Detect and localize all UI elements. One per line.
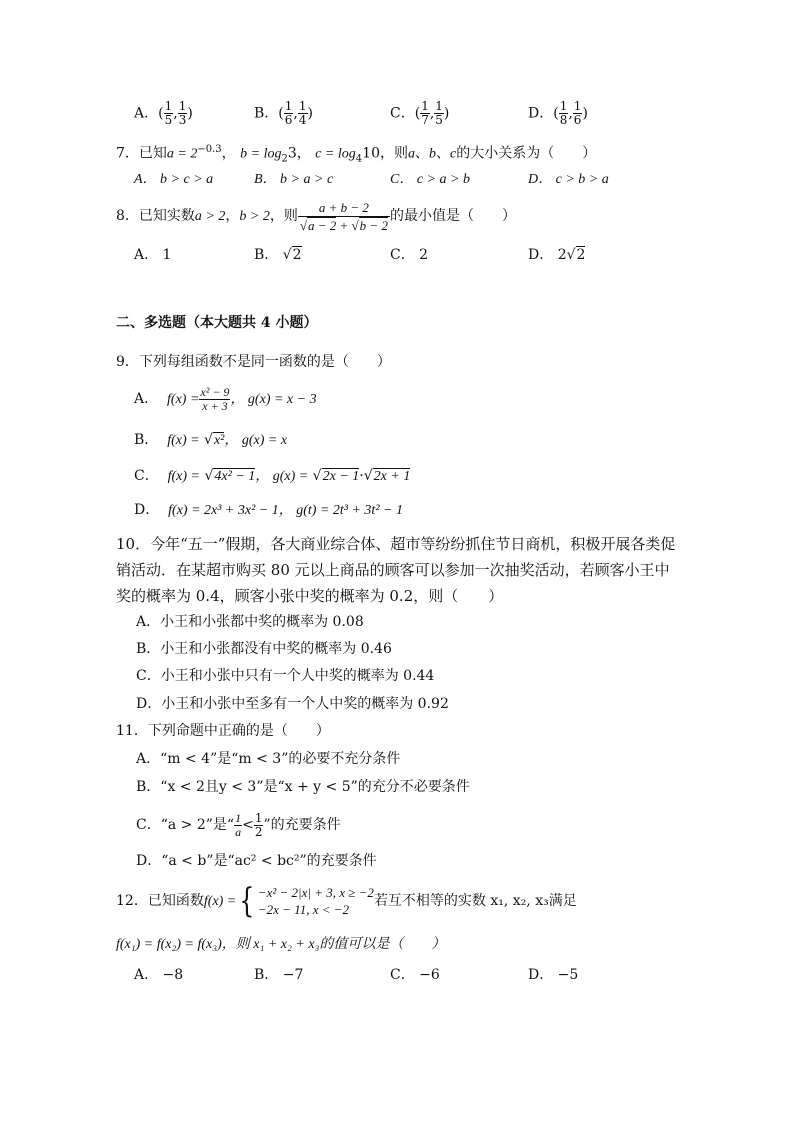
q10-line-2: 销活动．在某超市购买 80 元以上商品的顾客可以参加一次抽奖活动，若顾客小王中 [116,561,670,579]
q7-option-a: A． b > c > a [134,172,214,187]
q10-option-d: D．小王和小张中至多有一个人中奖的概率为 0.92 [136,696,449,712]
q10-line-1: 10．今年“五一”假期，各大商业综合体、超市等纷纷抓住节日商机，积极开展各类促 [116,535,676,553]
q11-option-c: C．“a > 2”是“ $\frac{1}{a}$ < $\frac{1}{2}$ ”的充要条件 [136,810,341,839]
q11-stem: 11．下列命题中正确的是（ ） [116,723,330,739]
q12-option-d: D． −5 [528,967,579,983]
q6-option-d: D．( $\frac{1}{8}$ , $\frac{1}{6}$ ) [528,99,588,127]
q8-option-a: A． 1 [134,247,172,263]
q9-stem: 9．下列每组函数不是同一函数的是（ ） [116,354,391,370]
q12-option-a: A． −8 [134,967,184,983]
q9-option-c: C． f(x) = √4x² − 1， g(x) = √2x − 1·√2x + 1 [134,468,411,484]
q12-stem: 12．已知函数f(x) ={ −x² − 2|x| + 3, x ≥ −2 −2x − 11, x < −2 若互不相等的实数 x₁, x₂, x₃满足 [116,881,577,921]
q8-option-d: D． 2√2 [528,247,586,263]
q8-stem: 8．已知实数a > 2，b > 2，则 $\frac{a + b - 2}{√a - 2 + √b - 2}$ 的最小值是（ ） [116,199,516,233]
q10-option-c: C．小王和小张中只有一个人中奖的概率为 0.44 [136,668,435,684]
q9-option-d: D． f(x) = 2x³ + 3x² − 1， g(t) = 2t³ + 3t² − 1 [134,502,403,518]
q8-option-b: B． √2 [254,247,302,263]
q10-option-a: A．小王和小张都中奖的概率为 0.08 [136,614,364,630]
q10-line-3: 奖的概率为 0.4，顾客小张中奖的概率为 0.2，则（ ） [116,587,504,605]
q10-option-b: B．小王和小张都没有中奖的概率为 0.46 [136,641,392,657]
q11-option-d: D．“a < b”是“ac² < bc²”的充要条件 [136,853,377,869]
q7-option-b: B． b > a > c [254,172,334,187]
q9-option-b: B． f(x) = √x²， g(x) = x [134,432,288,448]
q12-option-b: B． −7 [254,967,304,983]
q7-stem: 7．已知$a = 2^{-0.3}$， $b = \log_23$， $c = \log_410$，则a、b、c的大小关系为（ ） [116,144,597,165]
q7-option-c: C． c > a > b [390,172,470,187]
q12-line-2: f(x₁) = f(x₂) = f(x₃)，则 x₁ + x₂ + x₃的值可以是（ ） [116,937,446,952]
q11-option-a: A．“m < 4”是“m < 3”的必要不充分条件 [136,751,401,767]
q6-option-b: B．( $\frac{1}{6}$ , $\frac{1}{4}$ ) [254,99,313,127]
q8-fraction: $\frac{a + b - 2}{√a - 2 + √b - 2}$ [299,199,388,233]
q7-option-d: D． c > b > a [528,172,609,187]
q6-option-c: C．( $\frac{1}{7}$ , $\frac{1}{5}$ ) [390,99,450,127]
q11-option-b: B．“x < 2且y < 3”是“x + y < 5”的充分不必要条件 [136,779,470,795]
q9-option-a: A． f(x) = $\frac{\text{x² − 9}}{x + 3}$ ， g(x) = x − 3 [134,384,317,413]
q6-option-a: A．( $\frac{1}{5}$ , $\frac{1}{3}$ ) [134,99,193,127]
section-title: 二、多选题（本大题共 4 小题） [116,315,318,331]
q8-option-c: C． 2 [390,247,429,263]
q12-option-c: C． −6 [390,967,440,983]
